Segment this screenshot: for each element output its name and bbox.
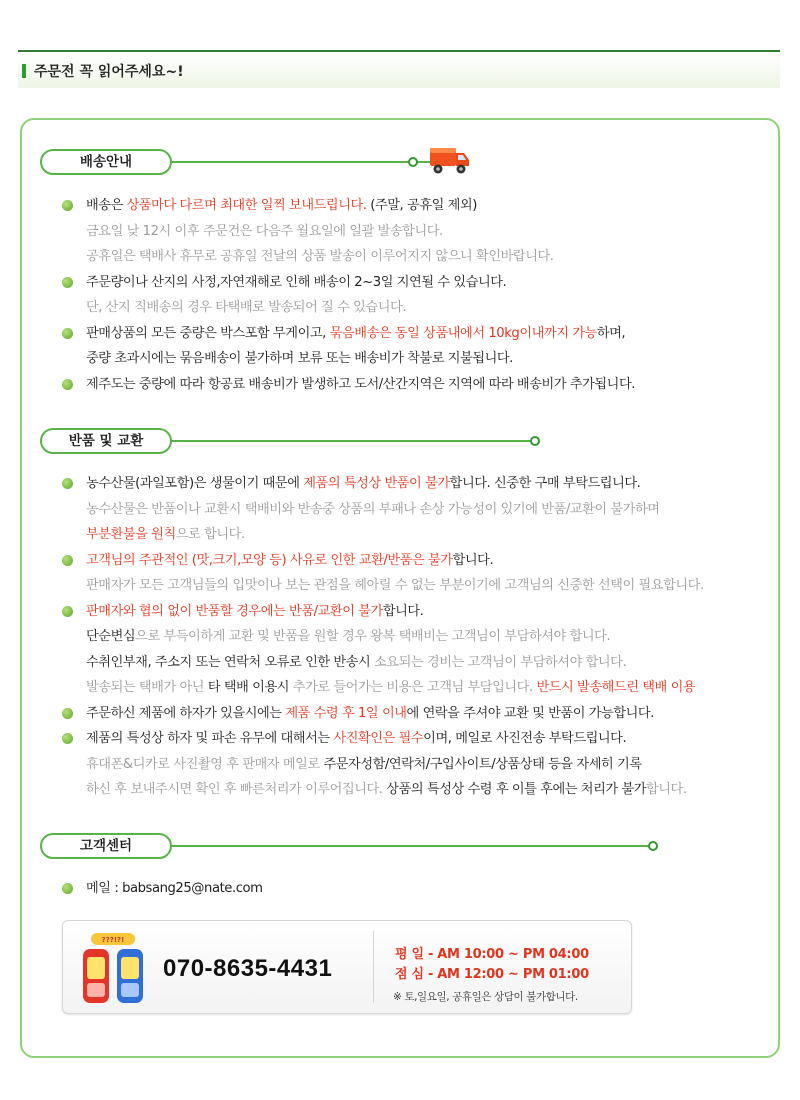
bullet-continuation-line (62, 522, 704, 548)
weekday-label: 평 일 - (395, 947, 438, 962)
email-label: 메일 : (86, 881, 123, 896)
bullet-continuation-line (62, 497, 704, 523)
shipping-bullet-item (62, 193, 635, 219)
shipping-section-rule (170, 161, 448, 163)
bullet-text-segment: 수취인부재, 주소지 또는 연락처 오류로 인한 반송시 (86, 654, 371, 670)
bullet-text-segment: 제품 수령 후 1일 이내 (285, 705, 407, 721)
bullet-text-segment: 발송되는 택배가 아닌 (86, 680, 208, 695)
bullet-text-segment: 배송은 (86, 198, 127, 213)
returns-bullet-item (62, 701, 704, 727)
bullet-text-segment: 판매자와 협의 없이 반품할 경우에는 반품/교환이 불가 (86, 603, 383, 619)
email-address[interactable]: babsang25@nate.com (122, 881, 263, 896)
bullet-note: 금요일 낮 12시 이후 주문건은 다음주 월요일에 일괄 발송합니다. (86, 223, 443, 239)
returns-bullet-list (62, 471, 704, 803)
panel-divider (373, 931, 374, 1003)
bullet-text-segment: 합니다. (452, 552, 494, 568)
bullet-text-segment: 상품마다 다르며 최대한 일찍 보내드립니다. (126, 198, 367, 213)
bullet-continuation-line (62, 650, 704, 676)
bullet-text-segment: 제품의 특성상 하자 및 파손 유무에 대해서는 (86, 731, 334, 746)
shipping-bullet-item (62, 321, 635, 347)
bullet-text-segment: 부분환불을 원칙 (86, 527, 176, 542)
bullet-text-segment: 판매자가 모든 고객님들의 입맛이나 보는 관점을 헤아릴 수 없는 부분이기에 고객님의 신중한 선택이 필요합니다. (86, 578, 704, 593)
shipping-section-title: 배송안내 (40, 149, 172, 175)
bullet-continuation-line (62, 752, 704, 778)
bullet-text-segment: 판매상품의 모든 중량은 박스포함 무게이고, (86, 325, 330, 341)
bullet-text-segment: 제주도는 중량에 따라 항공료 배송비가 발생하고 도서/산간지역은 지역에 따라 배송비가 추가됩니다. (86, 376, 636, 392)
bullet-text-segment: 고객님의 주관적인 (맛,크기,모양 등) 사유로 인한 교환/반품은 불가 (86, 552, 453, 568)
bullet-text-segment: 으로 부득이하게 교환 및 반품을 원할 경우 왕복 택배비는 고객님이 부담하셔야 합니다. (135, 629, 611, 644)
bullet-text-segment: 합니다. (645, 782, 687, 797)
returns-bullet-item (62, 599, 704, 625)
shipping-bullet-item (62, 372, 635, 398)
shipping-bullet-item (62, 270, 635, 296)
bullet-text-segment: 타 택배 이용시 (207, 680, 290, 695)
bullet-text-segment: 하며, (596, 325, 626, 341)
bullet-text-segment: 합니다. (382, 603, 424, 619)
bullet-text-segment: 상품의 특성상 수령 후 이틀 후에는 처리가 불가 (386, 782, 646, 797)
bullet-text-segment: 반드시 발송해드린 택배 이용 (536, 680, 696, 695)
service-section-rule (170, 845, 654, 847)
bullet-continuation-line (62, 777, 704, 803)
bullet-text-segment: 으로 합니다. (175, 527, 245, 542)
holiday-note: ※ 토,일요일, 공휴일은 상담이 불가합니다. (393, 991, 578, 1003)
bullet-text-segment: 에 연락을 주셔야 교환 및 반품이 가능합니다. (406, 705, 654, 721)
lunch-time: AM 12:00 ~ PM 01:00 (437, 967, 589, 982)
service-section-title: 고객센터 (40, 833, 172, 859)
mobile-phones-icon (77, 931, 149, 1007)
bullet-text-segment: 휴대폰&디카로 사진촬영 후 판매자 메일로 (86, 756, 324, 772)
bullet-text-segment: 사진확인은 필수 (333, 731, 424, 746)
bullet-text-segment: 합니다. 신중한 구매 부탁드립니다. (449, 476, 641, 491)
customer-phone-number[interactable]: 070-8635-4431 (163, 955, 333, 982)
shipping-bullet-list (62, 193, 635, 397)
bullet-note: 단, 산지 직배송의 경우 타택배로 발송되어 질 수 있습니다. (86, 300, 407, 315)
bullet-text-segment: 주문량이나 산지의 사정,자연재해로 인해 배송이 2~3일 지연될 수 있습니다. (86, 274, 507, 290)
returns-bullet-item (62, 471, 704, 497)
bullet-text-segment: 제품의 특성상 반품이 불가 (303, 476, 450, 491)
customer-center-panel (62, 920, 632, 1014)
weekday-time: AM 10:00 ~ PM 04:00 (437, 947, 589, 962)
bullet-text-segment: 하신 후 보내주시면 확인 후 빠른처리가 이루어집니다. (86, 782, 387, 797)
bullet-text-segment: (주말, 공휴일 제외) (366, 198, 477, 213)
bullet-text-segment: 주문하신 제품에 하자가 있을시에는 (86, 705, 286, 721)
bullet-text-segment: 소요되는 경비는 고객님이 부담하셔야 합니다. (370, 654, 627, 670)
notice-header-title: 주문전 꼭 읽어주세요~! (34, 64, 184, 80)
returns-bullet-item (62, 548, 704, 574)
email-line (62, 876, 263, 902)
returns-section-rule (170, 440, 534, 442)
bullet-continuation-line (62, 624, 704, 650)
bullet-text-segment: 중량 초과시에는 묶음배송이 불가하며 보류 또는 배송비가 착불로 지불됩니다. (86, 351, 513, 366)
lunch-label: 점 심 - (395, 967, 438, 982)
service-email-row (62, 876, 263, 902)
returns-section-dot (530, 436, 540, 446)
bullet-text-segment: 묶음배송은 동일 상품내에서 10kg이내까지 가능 (329, 325, 597, 341)
bullet-continuation-line (62, 573, 704, 599)
returns-bullet-item (62, 726, 704, 752)
bullet-text-segment: 추가로 들어가는 비용은 고객님 부담입니다. (289, 680, 537, 695)
bullet-text-segment: 단순변심 (86, 629, 136, 644)
service-section-dot (648, 841, 658, 851)
lunch-hours (395, 963, 589, 982)
phone-badge-text: ???!?! (101, 936, 125, 944)
bullet-note: 공휴일은 택배사 휴무로 공휴일 전날의 상품 발송이 이루어지지 않으니 확인바랍니다. (86, 249, 554, 264)
notice-header-bar (18, 50, 780, 88)
bullet-continuation-line (62, 675, 704, 701)
header-marker (22, 64, 26, 78)
bullet-text-segment: 농수산물은 반품이나 교환시 택배비와 반송중 상품의 부패나 손상 가능성이 있기에 반품/교환이 불가하며 (86, 501, 660, 517)
truck-icon (428, 142, 472, 178)
bullet-text-segment: 이며, 메일로 사진전송 부탁드립니다. (423, 731, 627, 746)
weekday-hours (395, 943, 589, 962)
bullet-continuation-line (62, 346, 635, 372)
bullet-text-segment: 농수산물(과일포함)은 생물이기 때문에 (86, 476, 304, 491)
returns-section-title: 반품 및 교환 (40, 428, 172, 454)
shipping-section-dot (408, 157, 418, 167)
bullet-text-segment: 주문자성함/연락처/구입사이트/상품상태 등을 자세히 기록 (323, 756, 642, 772)
